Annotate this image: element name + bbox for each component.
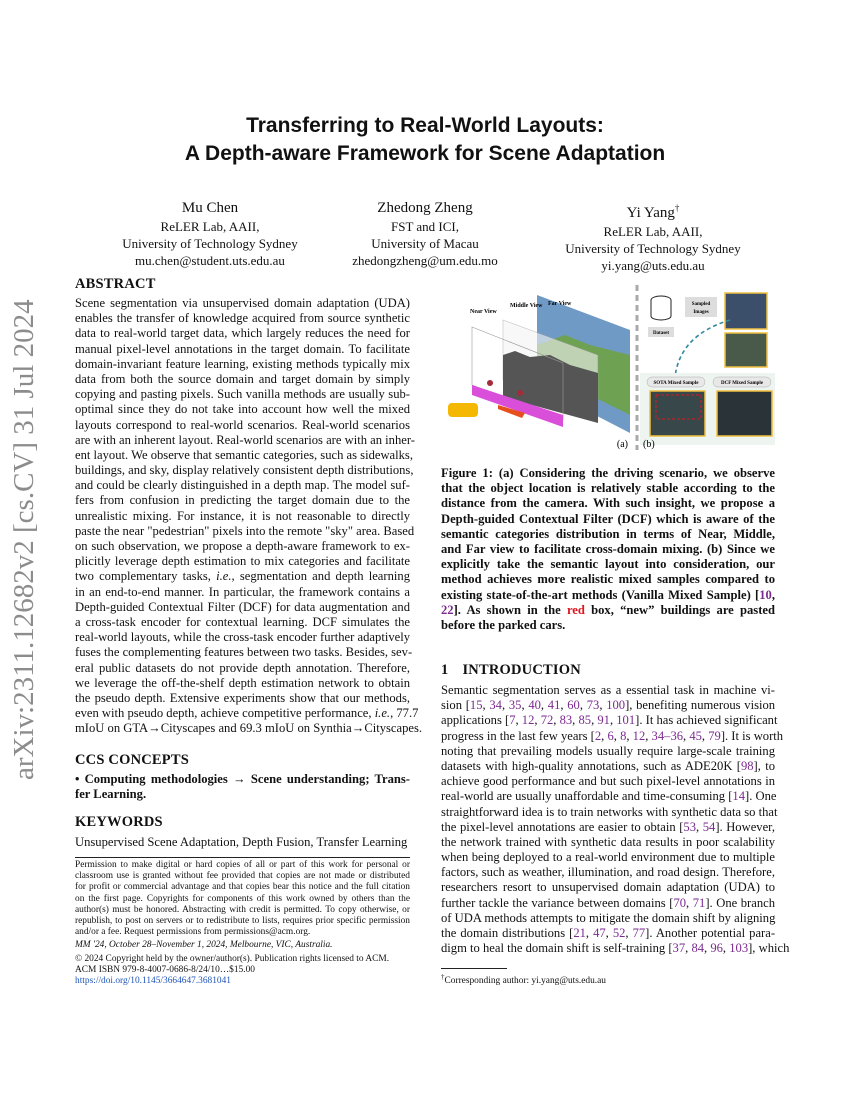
text-line: progress in the last few years [2, 6, 8, 12, 34–36, 45, 79]. It is worth: [441, 728, 784, 743]
arxiv-stamp: arXiv:2311.12682v2 [cs.CV] 31 Jul 2024: [8, 299, 40, 780]
near-view-label: Near View: [470, 309, 497, 315]
text-line: researchers resort to unsupervised domain adaptation (UDA) to: [441, 880, 775, 895]
author-affiliation: University of Macau: [371, 236, 479, 251]
author-name: Mu Chen: [181, 200, 239, 216]
text-line: manual pixel-level annotations in the target domain. To facilitate: [75, 341, 410, 356]
author-name: Zhedong Zheng: [377, 200, 473, 216]
text-line: domain-invariant feature learning, existing methods typically mix: [75, 356, 410, 371]
text-line: enables the transfer of knowledge acquired from source synthetic: [75, 311, 410, 326]
text-line: even with pseudo depth, achieve competitive performance, i.e., 77.7: [75, 706, 419, 721]
text-line: unrealistic mixing. For instance, it is not reasonable to directly: [75, 508, 410, 523]
text-line: method achieves more realistic mixed samples compared to: [441, 572, 775, 587]
text-line: we leverage the off-the-shelf depth estimation network to obtain: [75, 675, 410, 690]
text-line: 22]. As shown in the red box, “new” buildings are pasted: [441, 602, 775, 617]
text-line: Depth-guided Contextual Filter (DCF) for data augmentation and: [75, 599, 410, 614]
text-line: Permission to make digital or hard copies of all or part of this work for personal or: [75, 860, 410, 870]
text-line: noting that prevailing models usually require large-scale training: [441, 743, 775, 758]
text-line: of UDA methods attempts to mitigate the domain shift by aligning: [441, 910, 776, 925]
author-name: [543, 199, 763, 223]
author-footnote-mark: †: [674, 203, 680, 213]
text-line: republish, to post on servers or to redistribute to lists, requires prior specific permission: [75, 915, 410, 926]
doi-link[interactable]: https://doi.org/10.1145/3664647.3681041: [75, 975, 231, 986]
text-line: plicitly leverage depth estimation to mix categories and facilitate: [75, 554, 410, 569]
keywords-body: Unsupervised Scene Adaptation, Depth Fusion, Transfer Learning: [75, 835, 408, 849]
middle-view-label: Middle View: [510, 303, 543, 309]
text-line: explicitly take the semantic layout into consideration, our: [441, 557, 775, 572]
text-line: real-world layouts, while the cross-task encoder further adaptively: [75, 630, 410, 645]
text-line: and could be clearly distinguished in a depth map. The model suf-: [75, 478, 410, 493]
paper-title: [0, 112, 850, 168]
text-line: ent layout. We observe that semantic categories, such as sidewalks,: [75, 447, 413, 462]
text-line: semantic categories distribution in terms of Near, Middle,: [441, 526, 775, 541]
dcf-mixed-image: [717, 391, 772, 436]
figure-caption: [441, 466, 775, 633]
text-line: data to real-world target data, which largely reduces the need for: [75, 326, 410, 341]
title-line-2: A Depth-aware Framework for Scene Adaptation: [184, 142, 666, 165]
author-affiliation: University of Technology Sydney: [122, 236, 298, 251]
text-line: fuses the complementing features between two tasks. Besides, sev-: [75, 645, 413, 660]
intro-heading: [441, 662, 581, 679]
abstract-heading: ABSTRACT: [75, 276, 156, 292]
text-line: are with an inherent layout. Real-world scenarios are with an inher-: [75, 432, 416, 447]
text-line: applications [7, 12, 72, 83, 85, 91, 101]. It has achieved significant: [441, 713, 778, 728]
text-line: copying and pasting pixels. Such vanilla methods are usually sub-: [75, 387, 410, 402]
source-image: [725, 293, 767, 329]
text-line: on such observation, we propose a depth-aware framework to ex-: [75, 539, 410, 553]
author-affiliation: ReLER Lab, AAII,: [160, 219, 260, 234]
text-line: further tackle the variance between domains [70, 71]. One branch: [441, 895, 776, 910]
subfig-b-label: (b): [643, 439, 655, 450]
text-line: • Computing methodologies → Scene understanding; Trans-: [75, 772, 410, 786]
text-line: fers from confusion in predicting the target domain due to the: [75, 493, 410, 508]
footnote-rule-right: [441, 968, 507, 969]
dataset-icon: [651, 296, 671, 320]
author-3: [543, 199, 763, 274]
section-number: 1: [441, 662, 449, 678]
figure-1: [440, 285, 775, 450]
text-line: buildings, and sky, display relatively consistent depth distributions,: [75, 463, 414, 478]
text-line: the network trained with synthetic data results in poor scalability: [441, 834, 775, 849]
author-name-text: Yi Yang: [626, 205, 675, 221]
text-line: real-world are usually unaffordable and time-consuming [14]. One: [441, 789, 777, 804]
text-line: mIoU on GTA→Cityscapes and 69.3 mIoU on Synthia→Cityscapes.: [75, 721, 423, 736]
text-line: two complementary tasks, i.e., segmentation and depth learning: [75, 569, 410, 584]
footnote-mark: †: [441, 973, 445, 981]
text-line: author(s) must be honored. Abstracting with credit is permitted. To copy otherwise, or: [75, 904, 410, 915]
cyclist-icon: [517, 390, 523, 396]
text-line: straightforward idea is to train networks with synthetic data so that: [441, 804, 778, 819]
title-line-1: Transferring to Real-World Layouts:: [246, 114, 604, 137]
venue: MM '24, October 28–November 1, 2024, Melbourne, VIC, Australia.: [75, 940, 333, 951]
layer-planes: [448, 295, 630, 433]
corresponding-footnote: [441, 972, 606, 987]
ccs-heading: CCS CONCEPTS: [75, 752, 189, 768]
text-line: on the first page. Copyrights for components of this work owned by others than the: [75, 893, 410, 904]
text-line: distance from the camera. With such insight, we propose a: [441, 496, 775, 511]
text-line: before the parked cars.: [441, 617, 566, 632]
text-line: and Far view to facilitate cross-domain mixing. (b) Since we: [441, 541, 775, 556]
permission-block: [75, 860, 410, 987]
author-affiliation: University of Technology Sydney: [565, 241, 741, 256]
section-title: INTRODUCTION: [462, 662, 581, 678]
text-line: existing state-of-the-art methods (Vanilla Mixed Sample) [10,: [441, 587, 775, 602]
author-email: mu.chen@student.uts.edu.au: [135, 253, 285, 268]
copyright: © 2024 Copyright held by the owner/author(s). Publication rights licensed to ACM.: [75, 953, 390, 964]
permission-text: [75, 860, 410, 938]
text-line: data from both the source domain and target domain by simply: [75, 371, 410, 386]
text-line: when being deployed to a real-world environment due to multiple: [441, 850, 775, 865]
text-line: in an end-to-end manner. In particular, the framework contains a: [75, 584, 410, 599]
far-view-label: Far View: [548, 301, 572, 307]
dashed-arrow: [675, 320, 730, 377]
text-line: a cross-task encoder for contextual learning. DCF simulates the: [75, 614, 410, 629]
sota-mixed-image: [650, 391, 705, 436]
text-line: that the object location is relatively stable according to the: [441, 481, 775, 496]
dcf-label: DCF Mixed Sample: [720, 381, 764, 386]
text-line: and/or a fee. Request permissions from permissions@acm.org.: [75, 927, 311, 938]
text-line: for profit or commercial advantage and that copies bear this notice and the full citation: [75, 882, 410, 893]
ccs-body: [75, 772, 410, 802]
text-line: the domain distributions [21, 47, 52, 77]. Another potential para-: [441, 926, 776, 940]
text-line: datasets with high-quality annotations, such as ADE20K [98], to: [441, 758, 775, 773]
footnote-text: Corresponding author: yi.yang@uts.edu.au: [444, 976, 606, 987]
author-affiliation: FST and ICI,: [390, 219, 459, 234]
text-line: eral public datasets do not provide depth annotation. Therefore,: [75, 660, 410, 675]
text-line: the pseudo depth. Extensive experiments show that our methods,: [75, 690, 410, 705]
text-line: Figure 1: (a) Considering the driving scenario, we observe: [441, 466, 775, 480]
abstract-body: [75, 296, 423, 736]
text-line: digm to heal the domain shift is self-training [37, 84, 96, 103], which: [441, 941, 790, 956]
target-image: [725, 333, 767, 367]
pedestrian-icon: [487, 380, 493, 386]
sampled-label-1: Sampled: [691, 302, 711, 307]
taxi-icon: [448, 403, 478, 417]
sota-label: SOTA Mixed Sample: [653, 381, 699, 386]
subfig-a-label: (a): [616, 439, 628, 450]
text-line: layouts correspond to real-world scenarios. Real-world scenarios: [75, 417, 410, 432]
text-line: achieve good performance and but such pixel-level annotations in: [441, 774, 775, 789]
text-line: sion [15, 34, 35, 40, 41, 60, 73, 100], benefiting numerous vision: [441, 698, 776, 713]
intro-body: [441, 683, 790, 956]
text-line: optimal since they do not take into account how well the mixed: [75, 402, 410, 417]
author-2: [320, 199, 530, 269]
keywords-heading: KEYWORDS: [75, 814, 163, 830]
text-line: factors, such as weather, illumination, and road design. Therefore,: [441, 865, 775, 880]
dataset-label: Dataset: [652, 331, 670, 336]
text-line: Depth-guided Contextual Filter (DCF) which is aware of the: [441, 511, 775, 526]
text-line: the pixel-level annotations are easier to obtain [53, 54]. However,: [441, 819, 776, 834]
text-line: paste the near "pedestrian" pixels into the remote "sky" area. Based: [75, 523, 415, 538]
isbn: ACM ISBN 979-8-4007-0686-8/24/10…$15.00: [75, 964, 255, 975]
footnote-rule: [75, 857, 410, 858]
sampled-label-2: Images: [693, 310, 709, 315]
author-affiliation: ReLER Lab, AAII,: [603, 224, 703, 239]
text-line: classroom use is granted without fee provided that copies are not made or distributed: [75, 871, 410, 882]
author-email: zhedongzheng@um.edu.mo: [352, 253, 498, 268]
text-line: fer Learning.: [75, 787, 147, 802]
author-1: [100, 199, 320, 269]
text-line: Semantic segmentation serves as a essential task in machine vi-: [441, 683, 775, 697]
text-line: Scene segmentation via unsupervised domain adaptation (UDA): [75, 296, 410, 310]
author-email: yi.yang@uts.edu.au: [601, 258, 705, 273]
